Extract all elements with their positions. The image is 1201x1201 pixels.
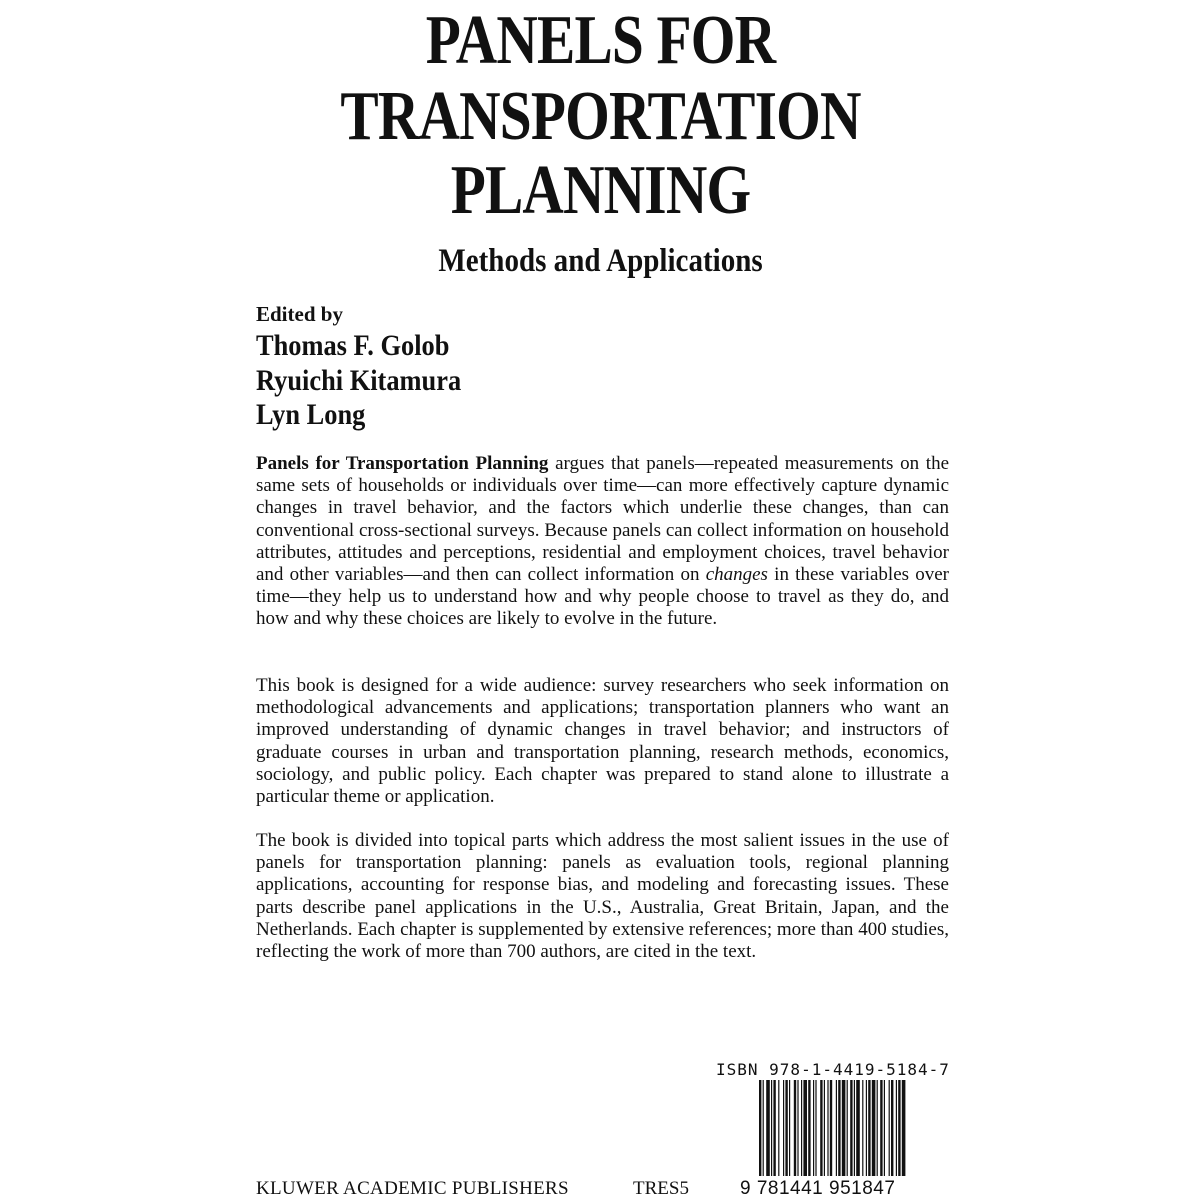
subtitle: Methods and Applications bbox=[438, 243, 763, 279]
isbn-label: ISBN 978-1-4419-5184-7 bbox=[716, 1060, 950, 1079]
blurb-paragraph-2: This book is designed for a wide audience: survey researchers who seek information on methodological advancements and applications; transportation planners who want an improved understanding of dynamic changes in travel behavior; and instructors of graduate courses in urban and transportation planning, research methods, economics, sociology, and public policy. Each chapter was prepared to stand alone to illustrate a particular theme or application. bbox=[256, 675, 949, 808]
publisher-name: KLUWER ACADEMIC PUBLISHERS bbox=[256, 1178, 569, 1199]
edited-by-label: Edited by bbox=[256, 302, 343, 326]
editor-name: Thomas F. Golob bbox=[256, 329, 450, 362]
series-code: TRES5 bbox=[633, 1178, 689, 1199]
barcode-image bbox=[757, 1080, 949, 1176]
blurb-paragraph-3: The book is divided into topical parts which address the most salient issues in the use of panels for transportation planning: panels as evaluation tools, regional planning applications, accounting for response bias, and modeling and forecasting issues. These parts describe panel applications in the U.S., Australia, Great Britain, Japan, and the Netherlands. Each chapter is supplemented by extensive references; more than 400 studies, reflecting the work of more than 700 authors, are cited in the text. bbox=[256, 830, 949, 963]
title-line-1: PANELS FOR bbox=[425, 2, 776, 79]
blurb-paragraph-1 bbox=[256, 453, 949, 631]
editor-name: Lyn Long bbox=[256, 398, 366, 431]
barcode-digits: 9 781441 951847 bbox=[740, 1178, 896, 1199]
editor-name: Ryuichi Kitamura bbox=[256, 364, 462, 397]
emphasis-text: changes bbox=[705, 564, 768, 586]
blurb-text: argues that panels—repeated measurements on the same sets of households or individuals over time—can more effectively capture dynamic changes in travel behavior, and the factors which underlie these changes, than can conventional cross-sectional surveys. Because panels can collect information on household attributes, attitudes and perceptions, residential and employment choices, travel behavior and other variables—and then can collect information on bbox=[256, 453, 950, 586]
book-title-bold: Panels for Transportation Planning bbox=[256, 453, 549, 474]
title-line-3: PLANNING bbox=[450, 152, 751, 229]
title-line-2: TRANSPORTATION bbox=[340, 78, 861, 155]
blurb-text: in these variables over time—they help us to understand how and why people choose to travel as they do, and how and why these choices are likely to evolve in the future. bbox=[256, 564, 949, 630]
